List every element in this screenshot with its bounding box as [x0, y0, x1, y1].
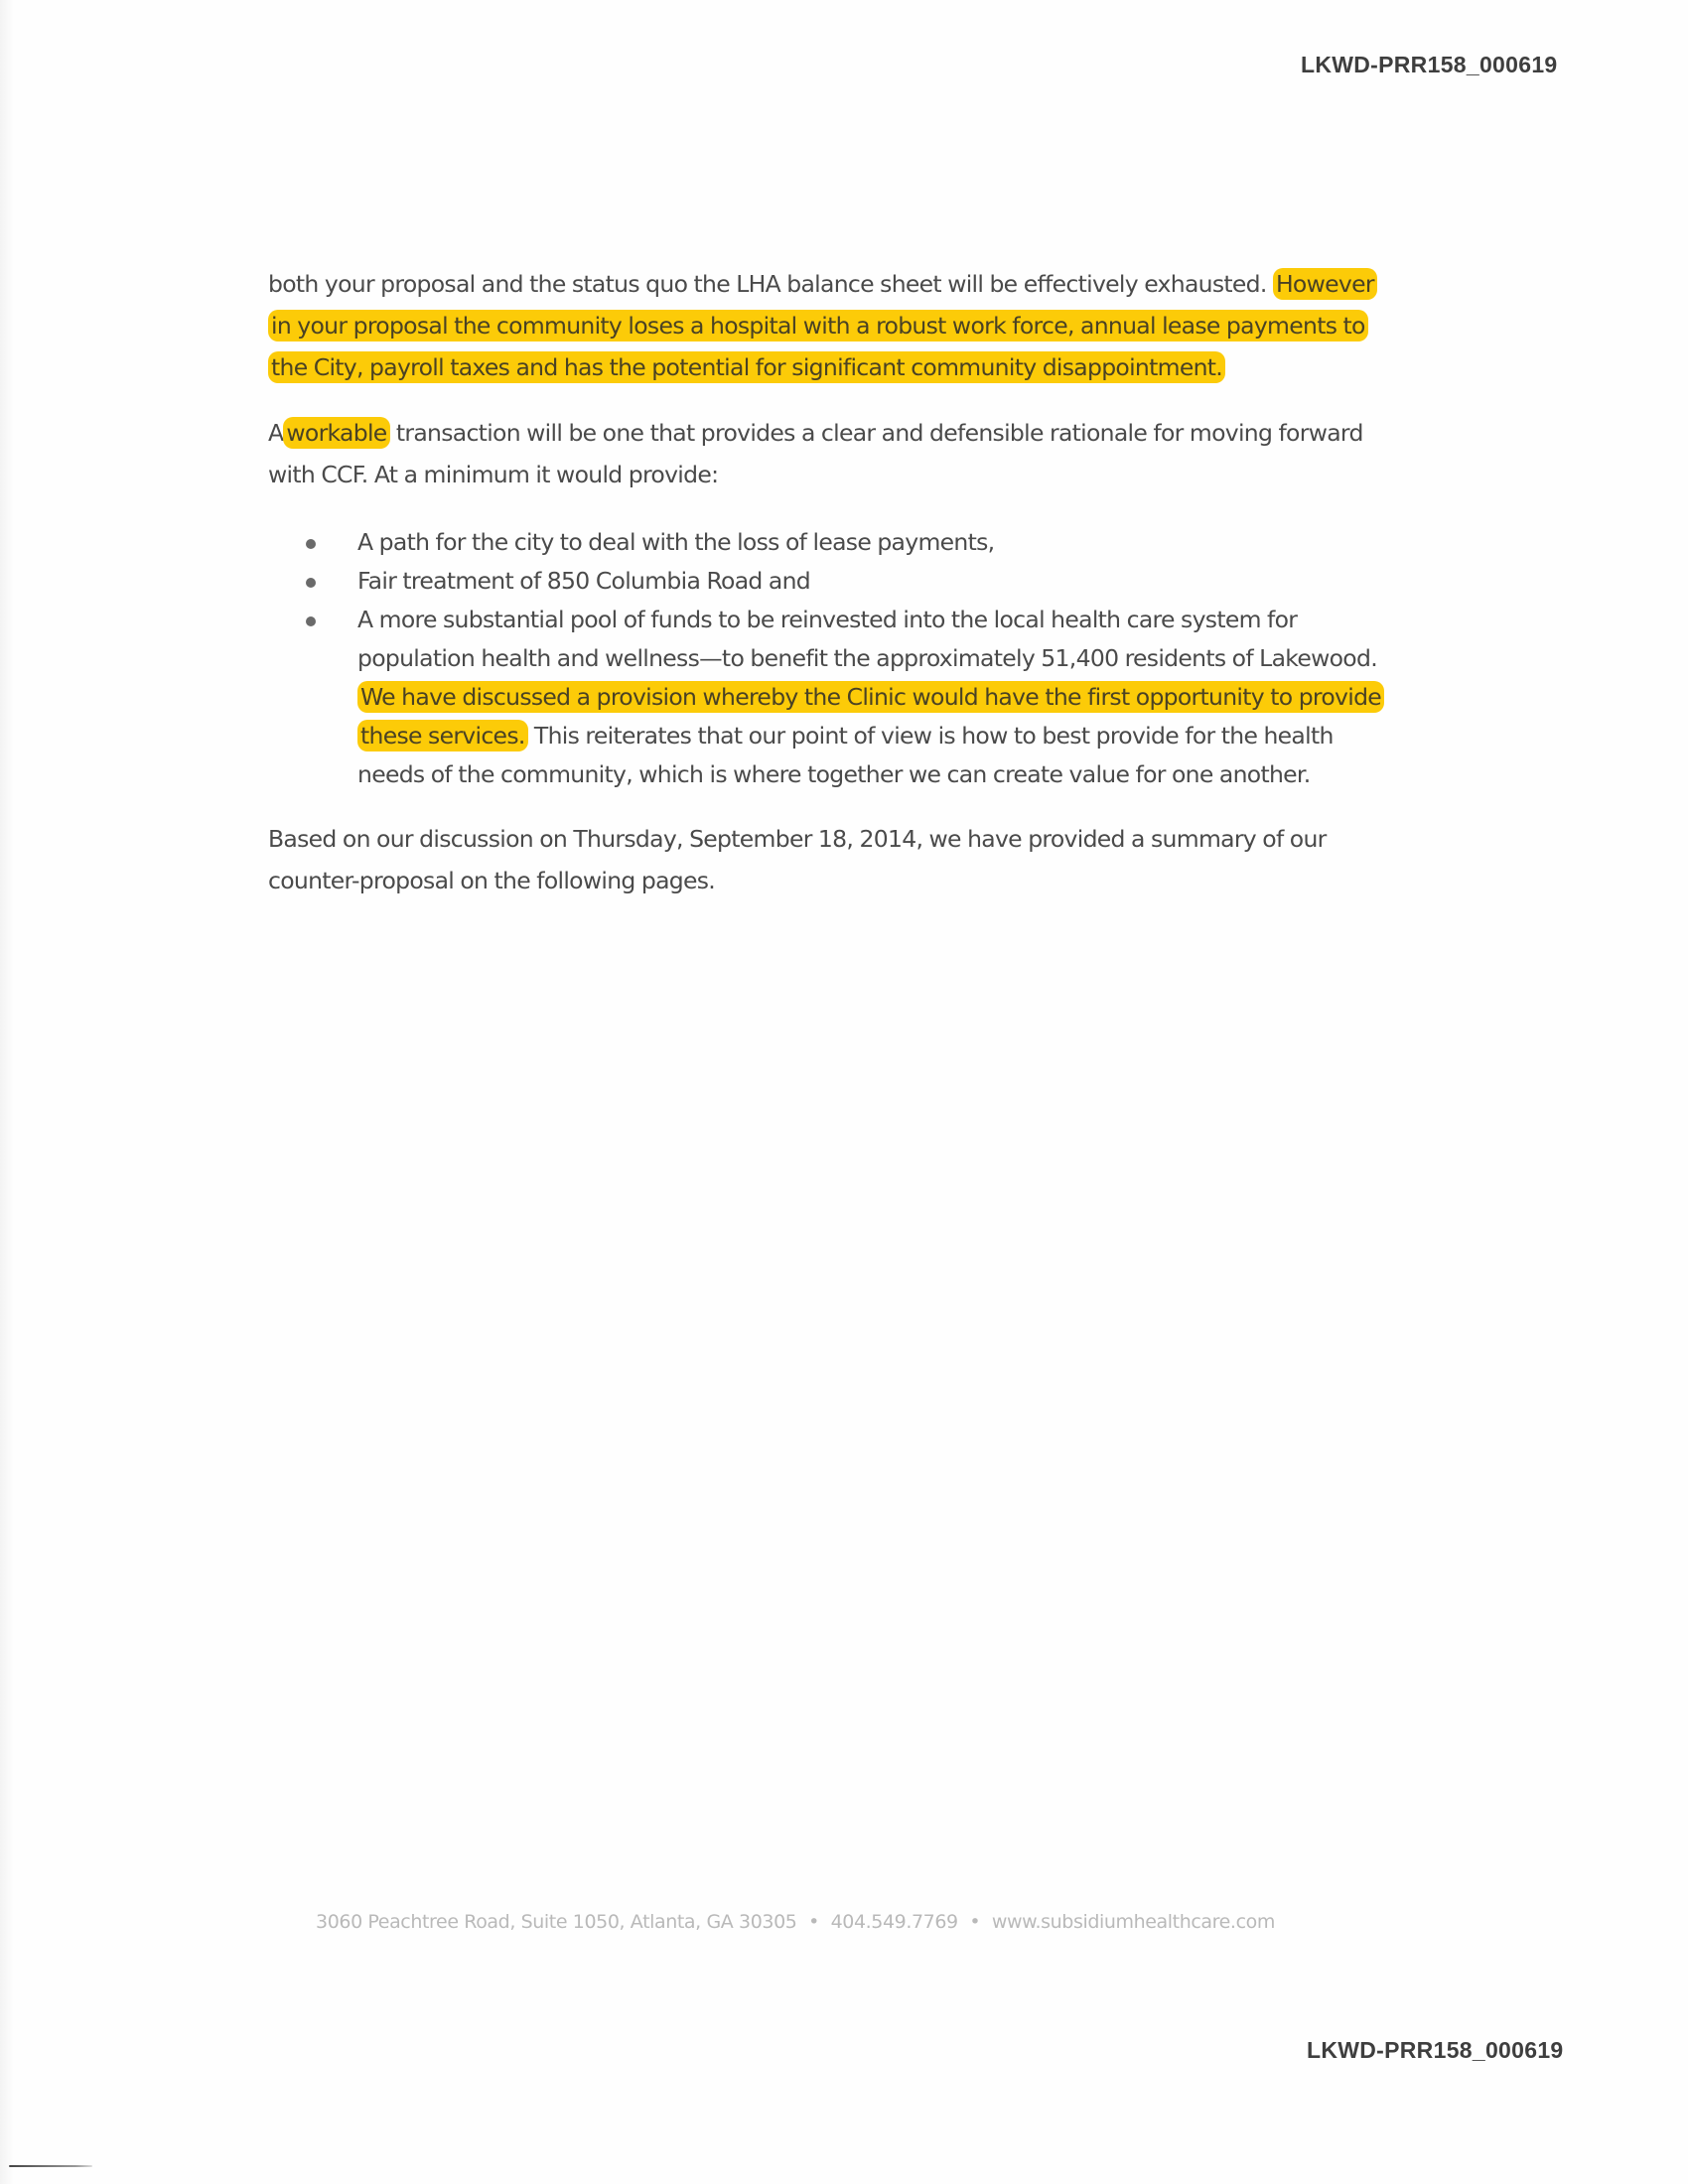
- bullet-icon: [306, 616, 316, 626]
- highlighted-text: However in your proposal the community loses a hospital with a robust work force, annual lease payments to the City, payroll taxes and has the potential for significant community disappointment.: [268, 268, 1377, 383]
- highlighted-word: workable: [283, 417, 389, 449]
- letter-body: [268, 263, 1400, 901]
- list-item-text: A more substantial pool of funds to be reinvested into the local health care system for population health and wellness—to benefit the approximately 51,400 residents of Lakewood.: [357, 606, 1377, 672]
- list-item: [357, 601, 1400, 794]
- list-item: [357, 562, 1400, 601]
- paragraph-text: both your proposal and the status quo the LHA balance sheet will be effectively exhausted.: [268, 270, 1267, 298]
- paragraph-text: A: [268, 419, 284, 447]
- list-item-text: A path for the city to deal with the loss of lease payments,: [357, 528, 995, 556]
- scan-artifact-line: [9, 2165, 92, 2167]
- separator-dot-icon: •: [808, 1911, 819, 1933]
- bullet-icon: [306, 539, 316, 549]
- list-item-text: This reiterates that our point of view is how to best provide for the health needs of the community, which is where together we can create value for one another.: [357, 722, 1334, 788]
- footer-phone: 404.549.7769: [830, 1911, 958, 1933]
- paragraph-balance-sheet: [268, 263, 1400, 388]
- letterhead-footer: [316, 1911, 1368, 1933]
- separator-dot-icon: •: [969, 1911, 981, 1933]
- footer-website: www.subsidiumhealthcare.com: [991, 1911, 1275, 1933]
- list-item-text: Fair treatment of 850 Columbia Road and: [357, 567, 810, 595]
- highlighted-text: We have discussed a provision whereby the Clinic would have the first opportunity to provide these services.: [357, 681, 1384, 751]
- footer-address: 3060 Peachtree Road, Suite 1050, Atlanta, GA 30305: [316, 1911, 797, 1933]
- bullet-icon: [306, 578, 316, 588]
- bates-number-top: LKWD-PRR158_000619: [1301, 52, 1558, 77]
- bates-number-bottom: LKWD-PRR158_000619: [1307, 2037, 1564, 2063]
- list-item: [357, 523, 1400, 562]
- requirements-list: [268, 523, 1400, 794]
- paragraph-workable-transaction: [268, 412, 1400, 495]
- paragraph-text: transaction will be one that provides a clear and defensible rationale for moving forward with CCF. At a minimum it would provide:: [268, 419, 1363, 488]
- paragraph-counter-proposal: Based on our discussion on Thursday, September 18, 2014, we have provided a summary of our counter-proposal on the following pages.: [268, 825, 1327, 894]
- scan-edge-shadow: [0, 0, 14, 2184]
